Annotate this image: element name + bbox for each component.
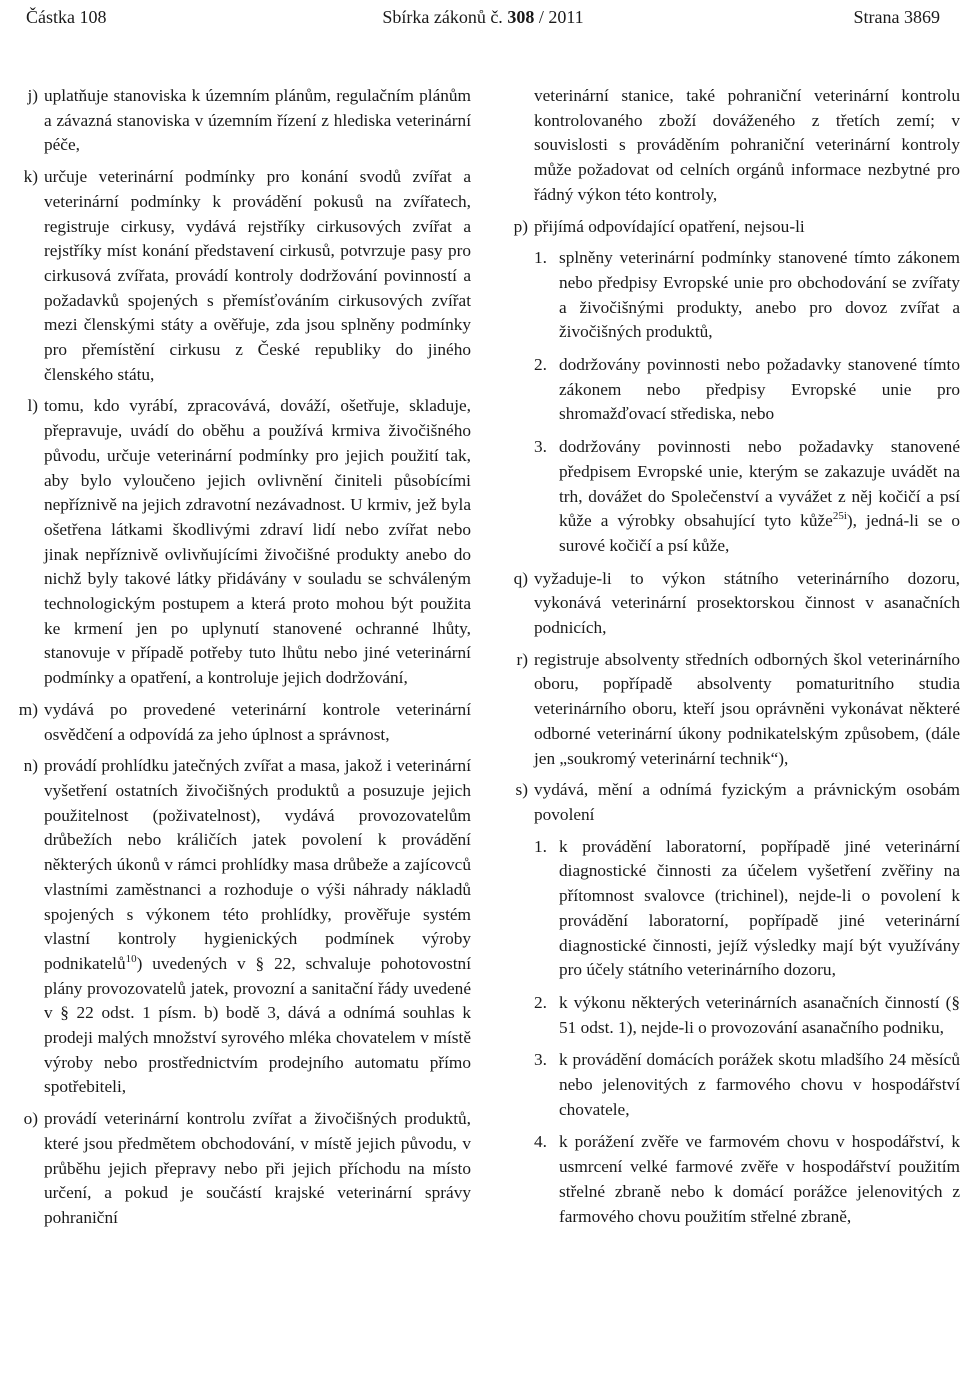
item-o-continuation: veterinární stanice, také pohraniční veterinární kontrolu kontrolovaného zboží dováženého z třetích zemí; v souvislosti s prováděním pohraniční veterinární kontroly může požadovat od celních orgánů informace nezbytné pro řádný výkon této kontroly,: [534, 86, 960, 204]
item-q: [497, 567, 960, 641]
item-l: [8, 394, 471, 690]
sub-mark: 3.: [534, 1050, 547, 1070]
sub-text: k výkonu některých veterinárních asanačních činností (§ 51 odst. 1), nejde-li o provozování asanačního podniku,: [559, 992, 960, 1037]
footnote-ref: 10: [125, 953, 137, 966]
item-text: [44, 754, 471, 1100]
item-mark: j): [27, 86, 38, 105]
item-mark: o): [23, 1109, 38, 1129]
item-p-sub-3: [497, 435, 960, 559]
item-s-sub-3: [497, 1048, 960, 1122]
item-mark: s): [515, 780, 528, 800]
item-text: uplatňuje stanoviska k územním plánům, regulačním plánům a závazná stanoviska v územním řízení z hlediska veterinární péče,: [44, 86, 471, 155]
item-mark: p): [513, 216, 528, 236]
item-n: [8, 754, 471, 1100]
header-collection: [26, 4, 940, 30]
item-j: [8, 84, 471, 158]
header-part-number: Částka 108: [26, 7, 107, 27]
header-law-number: 308: [507, 7, 535, 27]
sub-mark: 4.: [534, 1132, 547, 1152]
item-mark: l): [27, 396, 38, 416]
sub-text: splněny veterinární podmínky stanovené tímto zákonem nebo předpisy Evropské unie pro obchodování se zvířaty a živočišnými produkty, anebo pro dovoz zvířat a živočišných produktů,: [559, 248, 960, 342]
item-m: [8, 698, 471, 747]
sub-mark: 3.: [534, 437, 547, 457]
header-collection-prefix: Sbírka zákonů č.: [382, 7, 508, 27]
footnote-ref: 25i: [832, 510, 847, 523]
item-s: [497, 778, 960, 827]
header-page-number: Strana 3869: [853, 7, 940, 27]
item-o: [8, 1107, 471, 1231]
item-r: [497, 648, 960, 772]
item-text: tomu, kdo vyrábí, zpracovává, dováží, ošetřuje, skladuje, přepravuje, uvádí do oběhu a používá krmiva živočišného původu, určuje veterinární podmínky pro jejich použití tak, aby bylo vyloučeno jejich ovlivnění činiteli působícími nepříznivě na jejich zdravotní nezávadnost. U krmiv, jež byla ošetřena látkami škodlivými zdraví lidí nebo zvířat nebo jinak nepříznivě ovlivňujícími živočišné produkty anebo do nichž byly takové látky přidávány v souladu se schváleným technologickým postupem a která proto mohou být použita ke krmení jen po uplynutí stanovené ochranné lhůty, stanovuje v případě potřeby tuto lhůtu nebo jiné veterinární podmínky a opatření, a kontroluje jejich dodržování,: [44, 396, 471, 688]
sub-text: k porážení zvěře ve farmovém chovu v hospodářství, k usmrcení velké farmové zvěře v hospodářství použitím střelné zbraně nebo k domácí porážce jelenovitých z farmového chovu použitím střelné zbraně,: [559, 1132, 960, 1226]
item-text: vydává, mění a odnímá fyzickým a právnickým osobám povolení: [534, 780, 960, 824]
sub-text: dodržovány povinnosti nebo požadavky stanovené tímto zákonem nebo předpisy Evropské unie pro shromažďovací střediska, nebo: [559, 355, 960, 424]
item-k: [8, 165, 471, 387]
item-text: registruje absolventy středních odborných škol veterinárního oboru, popřípadě absolventy pomaturitního studia veterinárního oboru, kteří jsou oprávněni vykonávat některé odborné veterinární úkony podnikatelským způsobem, (dále jen „soukromý veterinární technik“),: [534, 649, 960, 768]
sub-text: [559, 437, 960, 555]
left-column: [8, 84, 471, 1238]
item-mark: m): [18, 699, 38, 719]
item-mark: r): [516, 649, 528, 669]
header-collection-suffix: / 2011: [534, 7, 584, 27]
item-p-sub-1: [497, 246, 960, 345]
item-text-part: provádí prohlídku jatečných zvířat a masa, jakož i veterinární vyšetření ostatních živočišných produktů a posuzuje jejich použitelnost (poživatelnost), vydává provozovatelům drůbežích nebo králičích jatek povolení k provádění některých úkonů v rámci prohlídky masa drůbeže a zajícovců vlastními zaměstnanci a rozhoduje o výši náhrady nákladů spojených s výkonem této prohlídky, prověřuje systém vlastní kontroly hygienických podmínek výroby podnikatelů: [44, 756, 471, 973]
item-mark: n): [23, 756, 38, 776]
item-p: [497, 215, 960, 240]
item-s-sub-2: [497, 991, 960, 1040]
item-p-sub-2: [497, 353, 960, 427]
sub-text-part: dodržovány povinnosti nebo požadavky stanovené předpisem Evropské unie, kterým se zakazuje uvádět na trh, dovážet do Společenství a vyvážet z něj kočičí a psí kůže a výrobky obsahující tyto kůže: [559, 437, 960, 531]
item-text-part: ) uvedených v § 22, schvaluje pohotovostní plány provozovatelů jatek, provozní a sanitační řády uvedené v § 22 odst. 1 písm. b) bodě 3, dává a odnímá souhlas k prodeji malých množství syrového mléka chovatelem v místě výroby nebo prostřednictvím prodejního automatu přímo spotřebiteli,: [44, 953, 471, 1097]
item-mark: q): [513, 568, 528, 588]
item-s-sub-1: [497, 835, 960, 983]
sub-text: k provádění laboratorní, popřípadě jiné veterinární diagnostické činnosti za účelem vyšetření zvěřiny na přítomnost svalovce (trichinel), nejde-li o povolení k provádění laboratorní, popřípadě jiné veterinární diagnostické činnosti, jejíž výsledky mají být využívány pro účely státního veterinárního dozoru,: [559, 836, 960, 980]
page-header: [26, 4, 940, 30]
item-text: provádí veterinární kontrolu zvířat a živočišných produktů, které jsou předmětem obchodování, v místě jejich původu, v průběhu jejich přepravy nebo při jejich příchodu na místo určení, a pokud je součástí krajské veterinární správy pohraniční: [44, 1109, 471, 1227]
right-column: [497, 84, 960, 1237]
item-text: vyžaduje-li to výkon státního veterinárního dozoru, vykonává veterinární prosektorskou činnost v asanačních podnicích,: [534, 568, 960, 638]
sub-mark: 2.: [534, 355, 547, 375]
sub-text: k provádění domácích porážek skotu mladšího 24 měsíců nebo jelenovitých z farmového chovu v hospodářství chovatele,: [559, 1050, 960, 1119]
sub-text-part: ), jedná-li se o surové kočičí a psí kůže,: [559, 511, 960, 555]
item-text: vydává po provedené veterinární kontrole veterinární osvědčení a odpovídá za jeho úplnost a správnost,: [44, 699, 471, 744]
item-text: přijímá odpovídající opatření, nejsou-li: [534, 216, 805, 236]
item-mark: k): [23, 167, 38, 187]
sub-mark: 2.: [534, 992, 547, 1012]
sub-mark: 1.: [534, 248, 547, 268]
item-text: určuje veterinární podmínky pro konání svodů zvířat a veterinární podmínky k provádění pokusů na zvířatech, registruje cirkusy, vydává rejstříky cirkusových zvířat a rejstříky míst konání představení cirkusů, potvrzuje pasy pro cirkusová zvířata, provádí kontroly dodržování povinností a požadavků spojených s přemísťováním cirkusových zvířat mezi členskými státy a ověřuje, zda jsou splněny podmínky pro přemístění cirkusu z České republiky do jiného členského státu,: [44, 167, 471, 384]
sub-mark: 1.: [534, 836, 547, 856]
item-s-sub-4: [497, 1130, 960, 1229]
